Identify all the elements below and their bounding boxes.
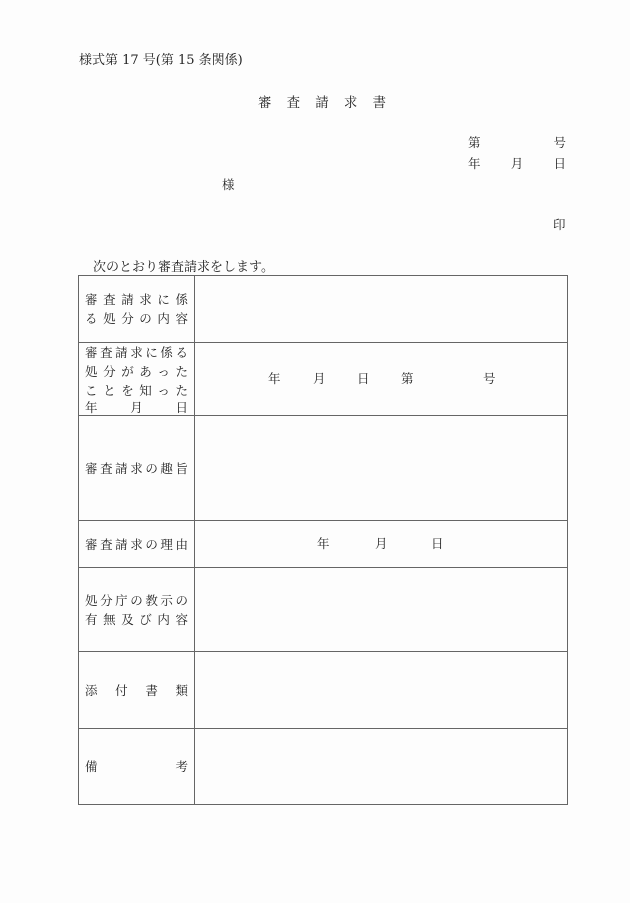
field-request-purpose[interactable] bbox=[195, 416, 568, 521]
row-label-request-purpose: 審 査 請 求 の 趣 旨 bbox=[79, 416, 195, 521]
document-number-line[interactable] bbox=[468, 133, 566, 151]
number-suffix: 号 bbox=[553, 135, 566, 150]
addressee-honorific: 様 bbox=[222, 177, 235, 192]
year-label: 年 bbox=[317, 536, 330, 551]
day-label: 日 bbox=[357, 371, 370, 386]
number-prefix: 第 bbox=[468, 135, 481, 150]
table-row bbox=[79, 568, 568, 652]
intro-text: 次のとおり審査請求をします。 bbox=[93, 260, 274, 275]
month-label: 月 bbox=[375, 536, 388, 551]
table-row bbox=[79, 276, 568, 343]
field-instruction[interactable] bbox=[195, 568, 568, 652]
table-row bbox=[79, 416, 568, 521]
table-row bbox=[79, 652, 568, 729]
title-char: 審 bbox=[258, 95, 272, 111]
year-label: 年 bbox=[268, 371, 281, 386]
number-prefix: 第 bbox=[401, 371, 414, 386]
row-label-attachments: 添 付 書 類 bbox=[79, 652, 195, 729]
title-char: 請 bbox=[315, 95, 329, 111]
day-label: 日 bbox=[431, 536, 444, 551]
title-char: 書 bbox=[372, 95, 386, 111]
row-label-disposition-content: 審 査 請 求 に 係 る 処 分 の 内 容 bbox=[79, 276, 195, 343]
month-label: 月 bbox=[510, 156, 524, 171]
field-request-reason[interactable] bbox=[195, 521, 568, 568]
field-attachments[interactable] bbox=[195, 652, 568, 729]
field-remarks[interactable] bbox=[195, 729, 568, 805]
field-disposition-content[interactable] bbox=[195, 276, 568, 343]
table-row bbox=[79, 521, 568, 568]
row-label-instruction: 処 分 庁 の 教 示 の 有 無 及 び 内 容 bbox=[79, 568, 195, 652]
title-char: 査 bbox=[286, 95, 301, 111]
year-label: 年 bbox=[468, 156, 481, 171]
document-date-line[interactable] bbox=[468, 154, 566, 172]
row-label-request-reason: 審 査 請 求 の 理 由 bbox=[79, 521, 195, 568]
row-label-remarks: 備 考 bbox=[79, 729, 195, 805]
month-label: 月 bbox=[313, 371, 326, 386]
form-number: 様式第 17 号(第 15 条関係) bbox=[79, 53, 243, 68]
title-char: 求 bbox=[343, 95, 358, 111]
document-title bbox=[258, 91, 386, 111]
row-label-date-known: 審 査 請 求 に 係 る 処 分 が あ っ た こ と を 知 っ た 年 月 日 bbox=[79, 343, 195, 416]
request-form-table bbox=[78, 275, 568, 805]
table-row bbox=[79, 343, 568, 416]
field-date-known[interactable] bbox=[195, 343, 568, 416]
day-label: 日 bbox=[553, 156, 566, 171]
number-suffix: 号 bbox=[483, 371, 496, 386]
seal-label: 印 bbox=[553, 217, 566, 232]
table-row bbox=[79, 729, 568, 805]
